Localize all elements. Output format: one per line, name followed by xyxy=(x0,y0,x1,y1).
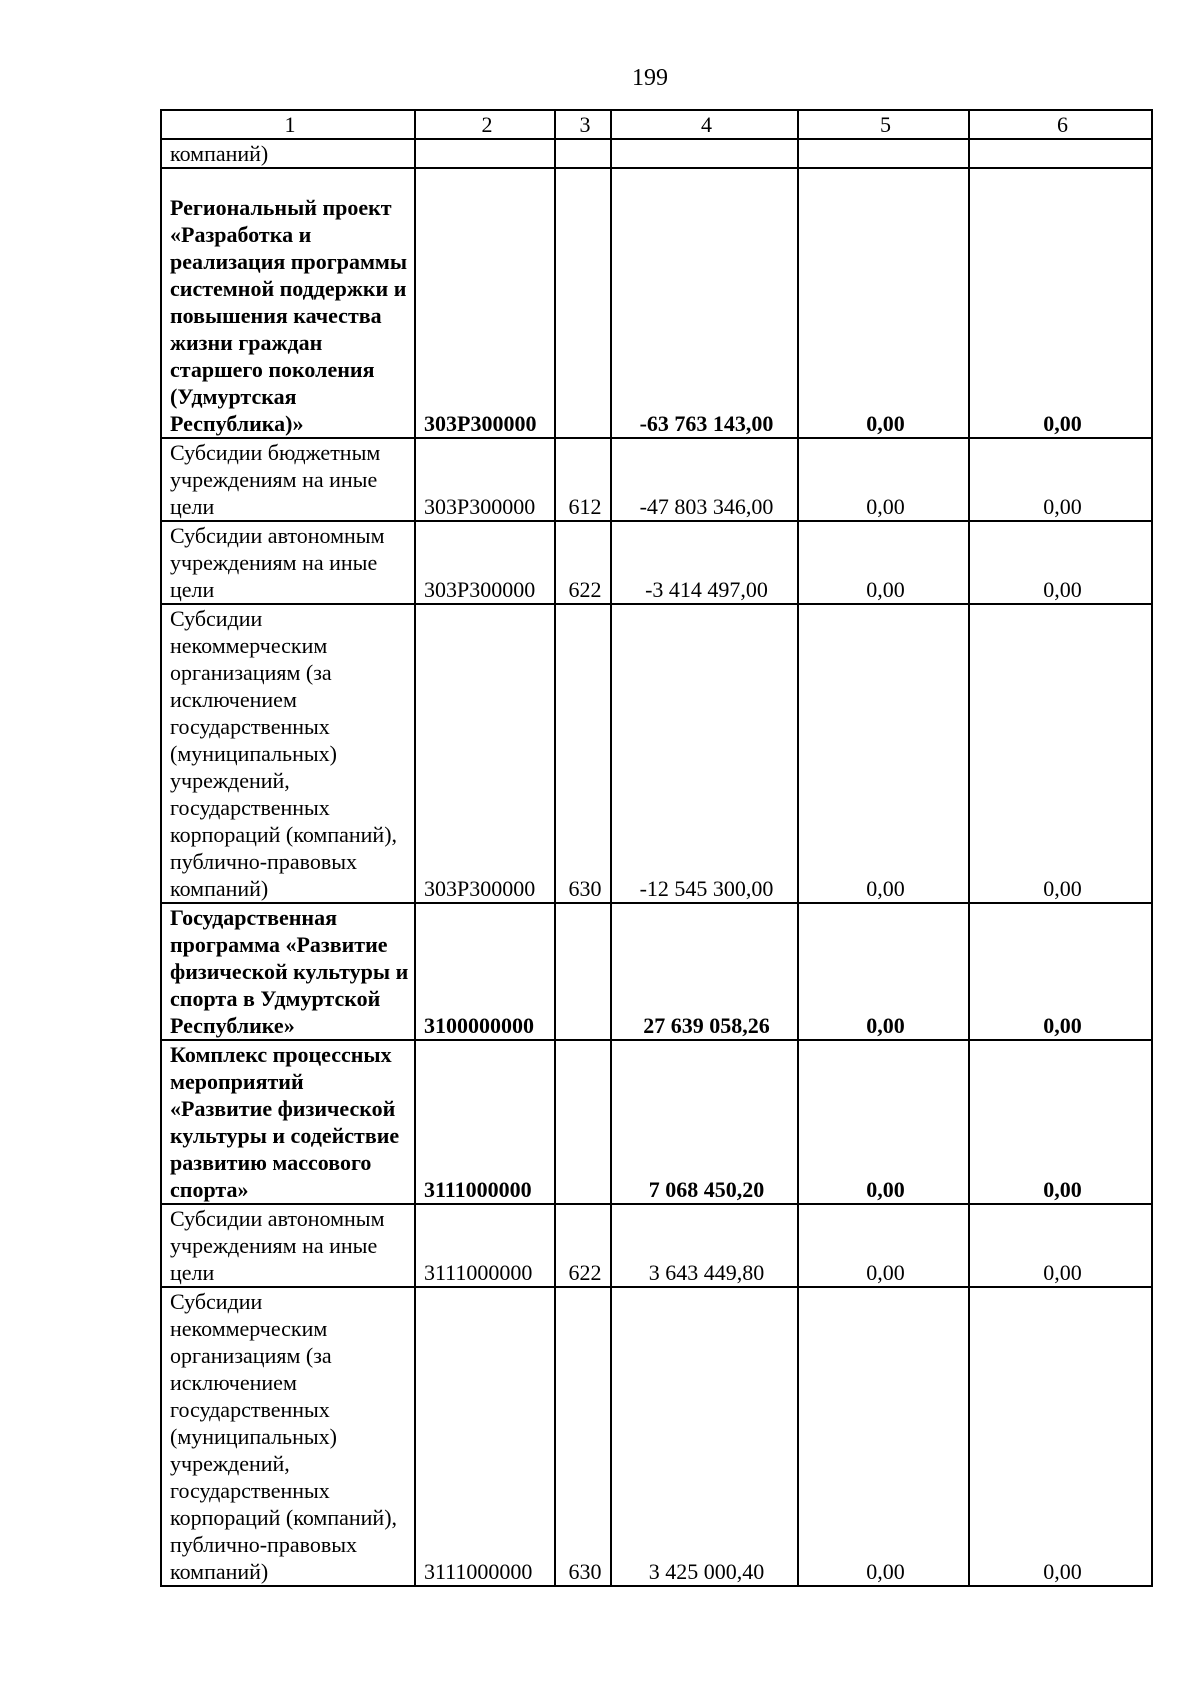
row-value-5-cell: 0,00 xyxy=(798,903,969,1040)
column-header: 2 xyxy=(415,110,555,139)
row-code-cell: 303P300000 xyxy=(415,521,555,604)
row-value-4-cell: 27 639 058,26 xyxy=(611,903,798,1040)
row-value-4-cell xyxy=(611,139,798,168)
column-header: 1 xyxy=(161,110,415,139)
row-value-5-cell: 0,00 xyxy=(798,168,969,438)
row-name-cell: компаний) xyxy=(161,139,415,168)
table-row xyxy=(161,521,1152,604)
row-type-cell: 612 xyxy=(555,438,611,521)
row-value-4-cell: 3 425 000,40 xyxy=(611,1287,798,1586)
row-code-cell: 3111000000 xyxy=(415,1287,555,1586)
row-value-6-cell: 0,00 xyxy=(969,604,1152,903)
column-header: 6 xyxy=(969,110,1152,139)
row-value-6-cell: 0,00 xyxy=(969,1204,1152,1287)
row-code-cell xyxy=(415,139,555,168)
row-type-cell xyxy=(555,168,611,438)
row-name-cell: Субсидии бюджетным учреждениям на иные цели xyxy=(161,438,415,521)
row-value-5-cell: 0,00 xyxy=(798,1040,969,1204)
row-value-5-cell: 0,00 xyxy=(798,438,969,521)
row-name-cell: Субсидии автономным учреждениям на иные цели xyxy=(161,521,415,604)
row-value-4-cell: -47 803 346,00 xyxy=(611,438,798,521)
column-header: 5 xyxy=(798,110,969,139)
row-value-5-cell: 0,00 xyxy=(798,521,969,604)
row-code-cell: 303P300000 xyxy=(415,168,555,438)
table-row xyxy=(161,168,1152,438)
row-code-cell: 303P300000 xyxy=(415,604,555,903)
row-value-6-cell: 0,00 xyxy=(969,521,1152,604)
table-row xyxy=(161,903,1152,1040)
table-row xyxy=(161,1287,1152,1586)
row-name-cell: Субсидии некоммерческим организациям (за исключением государственных (муниципальных) учреждений, государственных корпораций (компаний), публично-правовых компаний) xyxy=(161,604,415,903)
row-value-4-cell: 7 068 450,20 xyxy=(611,1040,798,1204)
row-value-6-cell: 0,00 xyxy=(969,168,1152,438)
table-row xyxy=(161,1040,1152,1204)
row-value-4-cell: -3 414 497,00 xyxy=(611,521,798,604)
row-value-5-cell: 0,00 xyxy=(798,604,969,903)
table-row xyxy=(161,139,1152,168)
row-value-6-cell: 0,00 xyxy=(969,438,1152,521)
row-value-5-cell: 0,00 xyxy=(798,1287,969,1586)
row-type-cell: 630 xyxy=(555,604,611,903)
table-row xyxy=(161,604,1152,903)
row-value-4-cell: -12 545 300,00 xyxy=(611,604,798,903)
row-code-cell: 3100000000 xyxy=(415,903,555,1040)
row-name-cell: Комплекс процессных мероприятий «Развитие физической культуры и содействие развитию массового спорта» xyxy=(161,1040,415,1204)
column-header: 4 xyxy=(611,110,798,139)
row-type-cell: 622 xyxy=(555,1204,611,1287)
table-header-row xyxy=(161,110,1152,139)
row-name-cell: Государственная программа «Развитие физической культуры и спорта в Удмуртской Республике» xyxy=(161,903,415,1040)
row-type-cell xyxy=(555,903,611,1040)
column-header: 3 xyxy=(555,110,611,139)
row-name-cell: Субсидии автономным учреждениям на иные цели xyxy=(161,1204,415,1287)
row-code-cell: 3111000000 xyxy=(415,1204,555,1287)
row-type-cell xyxy=(555,139,611,168)
row-type-cell xyxy=(555,1040,611,1204)
row-value-5-cell xyxy=(798,139,969,168)
row-value-4-cell: -63 763 143,00 xyxy=(611,168,798,438)
row-code-cell: 3111000000 xyxy=(415,1040,555,1204)
row-value-6-cell: 0,00 xyxy=(969,1040,1152,1204)
row-value-4-cell: 3 643 449,80 xyxy=(611,1204,798,1287)
row-value-6-cell: 0,00 xyxy=(969,1287,1152,1586)
row-name-cell: Региональный проект «Разработка и реализация программы системной поддержки и повышения качества жизни граждан старшего поколения (Удмуртская Республика)» xyxy=(161,168,415,438)
row-name-cell: Субсидии некоммерческим организациям (за исключением государственных (муниципальных) учреждений, государственных корпораций (компаний), публично-правовых компаний) xyxy=(161,1287,415,1586)
budget-table xyxy=(160,109,1153,1587)
row-code-cell: 303P300000 xyxy=(415,438,555,521)
page-number: 199 xyxy=(632,65,668,91)
row-type-cell: 630 xyxy=(555,1287,611,1586)
row-type-cell: 622 xyxy=(555,521,611,604)
row-value-6-cell: 0,00 xyxy=(969,903,1152,1040)
table-row xyxy=(161,1204,1152,1287)
row-value-5-cell: 0,00 xyxy=(798,1204,969,1287)
table-row xyxy=(161,438,1152,521)
row-value-6-cell xyxy=(969,139,1152,168)
